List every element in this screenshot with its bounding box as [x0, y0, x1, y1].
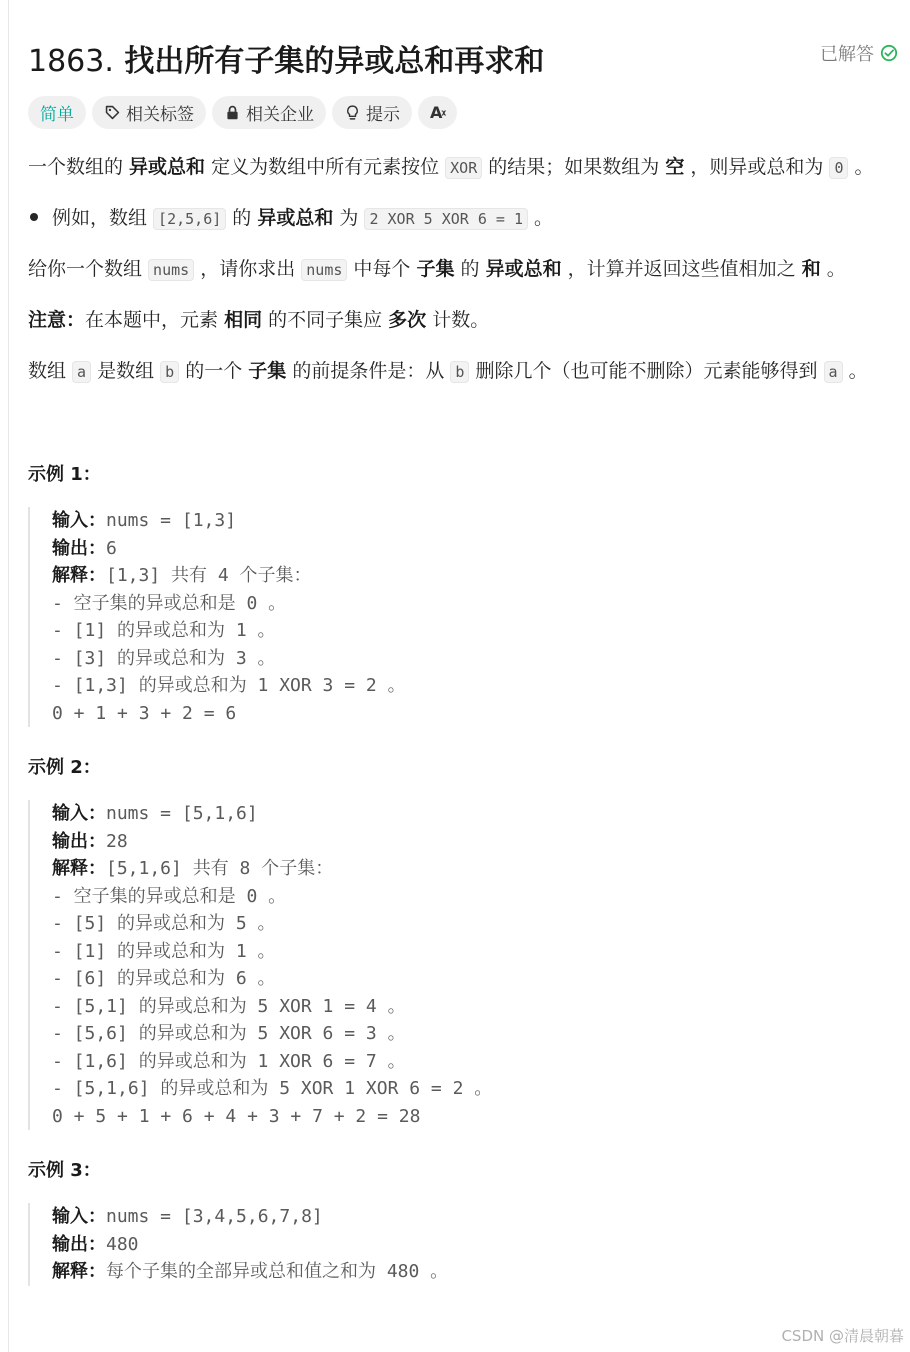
hint-label: 提示 [366, 105, 400, 125]
related-companies-button[interactable] [212, 96, 326, 129]
hint-button[interactable] [332, 96, 412, 129]
inline-code: 2 XOR 5 XOR 6 = 1 [364, 208, 528, 230]
solved-status [820, 40, 898, 66]
inline-code: nums [301, 259, 347, 281]
page-left-border [8, 0, 9, 1352]
translate-button[interactable] [418, 96, 457, 129]
inline-code: nums [148, 259, 194, 281]
example-2-block: 输入：nums = [5,1,6] 输出：28 解释：[5,1,6] 共有 8 个子集： - 空子集的异或总和是 0 。 - [5] 的异或总和为 5 。 - [1] 的异或总和为 1 。 - [6] 的异或总和为 6 。 - [5,1] 的异或总和为 5 XOR 1 = 4 。 - [5,6] 的异或总和为 5 XOR 6 = 3 。 - [1,6] 的异或总和为 1 XOR 6 = 7 。 - [5,1,6] 的异或总和为 5 XOR 1 XOR 6 = 2 。 0 + 5 + 1 + 6 + 4 + 3 + 7 + 2 = 28 [28, 800, 888, 1130]
lightbulb-icon [344, 104, 361, 121]
example-1-block: 输入：nums = [1,3] 输出：6 解释：[1,3] 共有 4 个子集： - 空子集的异或总和是 0 。 - [1] 的异或总和为 1 。 - [3] 的异或总和为 3 。 - [1,3] 的异或总和为 1 XOR 3 = 2 。 0 + 1 + 3 + 2 = 6 [28, 507, 888, 727]
watermark: CSDN @清晨朝暮 [781, 1327, 904, 1345]
inline-code: a [72, 361, 91, 383]
bullet-dot [30, 213, 38, 221]
check-circle-icon [880, 44, 898, 62]
description-paragraph-2: 给你一个数组 nums ，请你求出 nums 中每个 子集 的 异或总和 ，计算并返回这些值相加之 和 。 [28, 258, 846, 280]
inline-code: b [450, 361, 469, 383]
problem-title[interactable] [28, 36, 544, 80]
example-3-block: 输入：nums = [3,4,5,6,7,8] 输出：480 解释：每个子集的全部异或总和值之和为 480 。 [28, 1203, 888, 1286]
related-tags-button[interactable] [92, 96, 206, 129]
description-note: 注意：在本题中，元素 相同 的不同子集应 多次 计数。 [28, 309, 490, 331]
tag-bar [28, 96, 457, 129]
inline-code: 0 [829, 157, 848, 179]
description-bullet: 例如，数组 [2,5,6] 的 异或总和 为 2 XOR 5 XOR 6 = 1 。 [28, 205, 553, 232]
problem-name: 找出所有子集的异或总和再求和 [124, 44, 545, 79]
inline-code: [2,5,6] [153, 208, 226, 230]
related-tags-label: 相关标签 [126, 105, 194, 125]
solved-label: 已解答 [820, 44, 874, 65]
difficulty-tag[interactable] [28, 96, 86, 129]
example-1-title: 示例 1： [28, 464, 101, 485]
example-2-title: 示例 2： [28, 757, 101, 778]
tag-icon [104, 104, 121, 121]
translate-icon: Aᵡ [430, 103, 446, 122]
example-3-title: 示例 3： [28, 1160, 101, 1181]
title-row [28, 30, 898, 78]
inline-code: b [160, 361, 179, 383]
inline-code: a [824, 361, 843, 383]
description-paragraph-1: 一个数组的 异或总和 定义为数组中所有元素按位 XOR 的结果；如果数组为 空 ，则异或总和为 0 。 [28, 156, 874, 178]
related-companies-label: 相关企业 [246, 105, 314, 125]
lock-icon [224, 104, 241, 121]
problem-number: 1863. [28, 44, 114, 79]
difficulty-label: 简单 [40, 105, 74, 125]
description-paragraph-3: 数组 a 是数组 b 的一个 子集 的前提条件是：从 b 删除几个（也可能不删除）元素能够得到 a 。 [28, 360, 868, 382]
inline-code: XOR [445, 157, 482, 179]
